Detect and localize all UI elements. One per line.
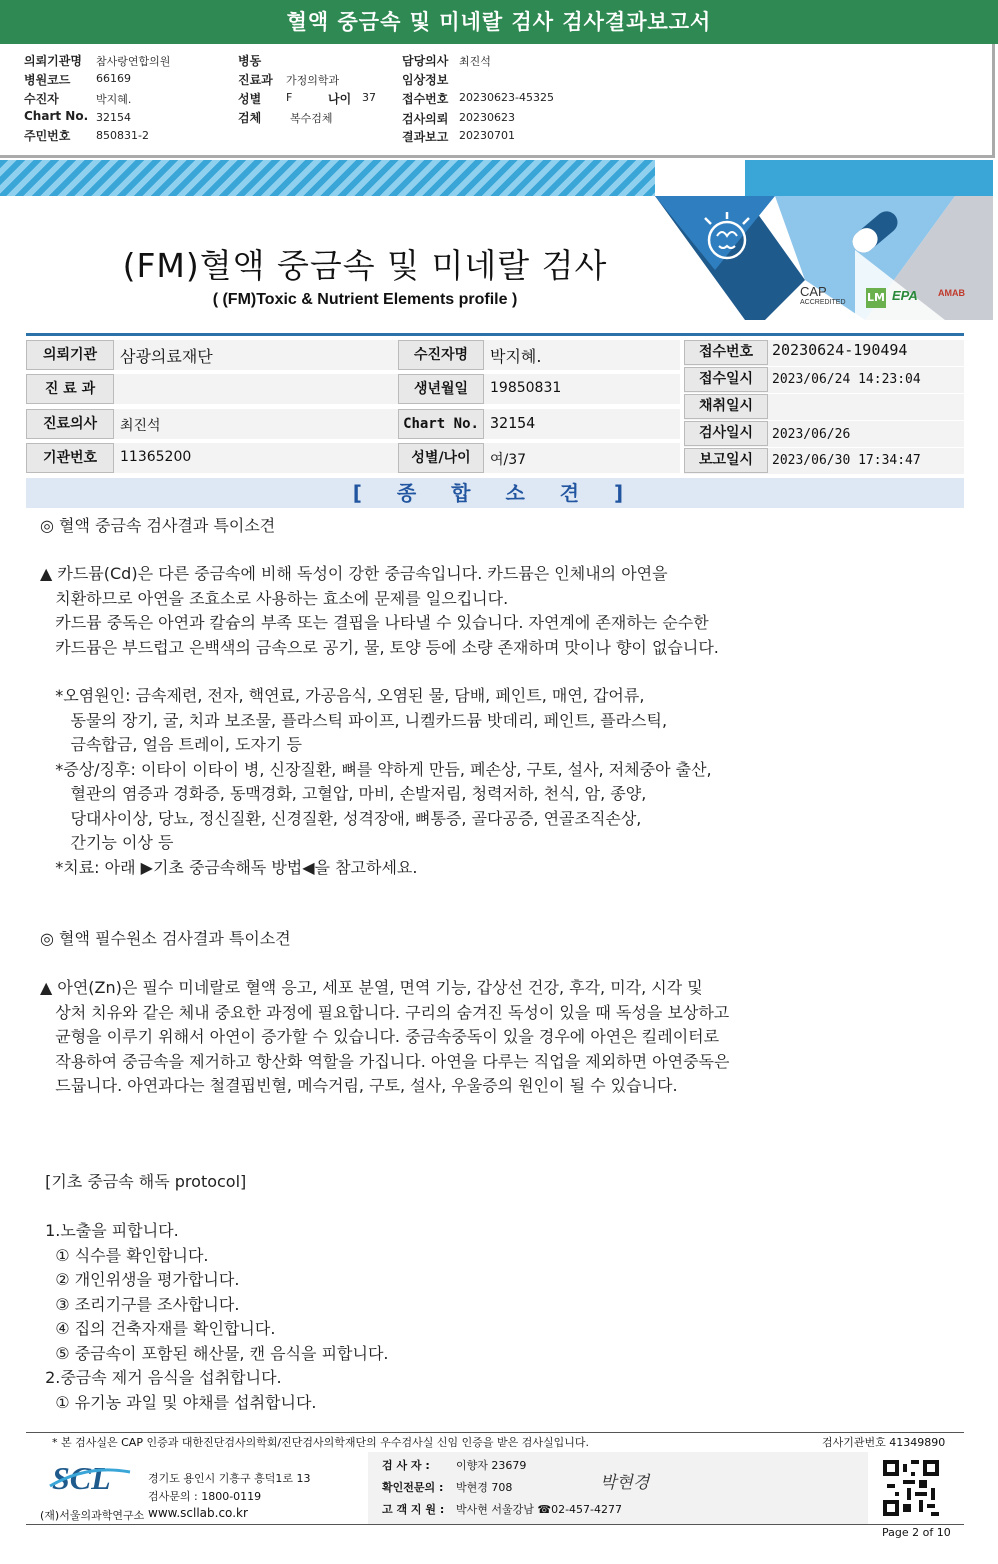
cap-logo [800, 284, 846, 306]
specialist-value: 박현경 708 [456, 1481, 513, 1494]
cadmium-paragraph: ▲ 카드뮴(Cd)은 다른 중금속에 비해 독성이 강한 중금속입니다. 카드뮴은 인체내의 아연을 치환하므로 아연을 조효소로 사용하는 효소에 문제를 일으킵니다. 카드뮴 중독은 아연과 칼슘의 부족 또는 결핍을 나타낼 수 있습니다. 자연계에 존재하는 순수한 카드뮴은 부드럽고 은백색의 금속으로 공기, 물, 토양 등에 소량 존재하며 맛이나 향이 없습니다. [40, 564, 719, 657]
header-value: 20230623 [459, 111, 515, 124]
section-title-essential-elements: ◎ 혈액 필수원소 검사결과 특이소견 [40, 929, 291, 948]
receipt-dt-label: 접수일시 [684, 367, 768, 392]
info-row [26, 374, 680, 404]
protocol-title: [기초 중금속 해독 protocol] [40, 1172, 247, 1191]
header-label: 주민번호 [24, 129, 71, 143]
scl-name: (재)서울의과학연구소 [40, 1509, 145, 1522]
header-label: 성별 [238, 92, 262, 106]
header-value: 66169 [96, 72, 131, 85]
header-value: F [286, 91, 293, 104]
scl-logo-swoosh-icon [48, 1464, 132, 1494]
specialist-label: 확인전문의 : [382, 1481, 444, 1494]
header-value: 박지혜. [96, 93, 132, 106]
header-value: 복수검체 [290, 112, 333, 125]
examiner-value: 이향자 23679 [456, 1459, 527, 1472]
header-value: 가정의학과 [286, 74, 340, 87]
report-dt-value: 2023/06/30 17:34:47 [772, 453, 921, 468]
header-value: 32154 [96, 111, 131, 124]
receipt-no-label: 접수번호 [684, 340, 768, 365]
report-title: 혈액 중금속 및 미네랄 검사 검사결과보고서 [0, 0, 998, 44]
header-value: 20230623-45325 [459, 91, 554, 104]
header-label: 검사의뢰 [402, 112, 449, 126]
examiner-label: 검 사 자 : [382, 1459, 430, 1472]
header-label: 검체 [238, 111, 262, 125]
footer-divider [26, 1432, 964, 1433]
epa-logo: EPA [892, 288, 918, 303]
header-box [0, 44, 995, 158]
requester-label: 의뢰기관 [26, 340, 114, 370]
collect-dt-label: 채취일시 [684, 394, 768, 419]
info-divider [26, 333, 964, 336]
age-label: 나이 [328, 92, 352, 106]
lm-logo-icon: LM [866, 288, 886, 308]
dept-label: 진 료 과 [26, 374, 114, 404]
qr-code-icon [883, 1460, 939, 1516]
report-dt-label: 보고일시 [684, 448, 768, 473]
test-dt-value: 2023/06/26 [772, 427, 851, 442]
patient-value: 박지혜. [490, 347, 542, 366]
header-value: 최진석 [459, 55, 491, 68]
zinc-paragraph: ▲ 아연(Zn)은 필수 미네랄로 혈액 응고, 세포 분열, 면역 기능, 갑상선 건강, 후각, 미각, 시각 및 상처 치유와 같은 체내 중요한 과정에 필요합니다. 구리의 숨겨진 독성이 있을 때 독성을 보상하고 균형을 이루기 위해서 아연이 증가할 수 있습니다. 중금속중독이 있을 경우에 아연은 킬레이터로 작용하여 중금속을 제거하고 항산화 역할을 가집니다. 아연을 다루는 직업을 제외하면 아연중독은 드뭅니다. 아연과다는 철결핍빈혈, 메슥거림, 구토, 설사, 우울증의 원인이 될 수 있습니다. [40, 978, 730, 1095]
doctor-value: 최진석 [120, 418, 161, 434]
dob-label: 생년월일 [398, 374, 484, 404]
receipt-dt-value: 2023/06/24 14:23:04 [772, 372, 921, 387]
patient-label: 수진자명 [398, 340, 484, 370]
header-label: 담당의사 [402, 54, 449, 68]
page-number: Page 2 of 10 [882, 1526, 951, 1539]
header-label: 의뢰기관명 [24, 54, 82, 68]
support-value: 박사현 서울강남 ☎02-457-4277 [456, 1503, 623, 1516]
org-no-value: 11365200 [120, 449, 192, 465]
page-title: (FM)혈액 중금속 및 미네랄 검사 [122, 246, 608, 285]
chart-no-label: Chart No. [398, 409, 484, 439]
support-label: 고 객 지 원 : [382, 1503, 445, 1516]
header-value: 850831-2 [96, 129, 149, 142]
age-value: 37 [362, 91, 376, 104]
protocol-list: 1.노출을 피합니다. ① 식수를 확인합니다. ② 개인위생을 평가합니다. ③ 조리기구를 조사합니다. ④ 집의 건축자재를 확인합니다. ⑤ 중금속이 포함된 해산물, 캔 음식을 피합니다. 2.중금속 제거 음식을 섭취합니다. ① 유기농 과일 및 야채를 섭취합니다. [45, 1221, 389, 1412]
test-dt-label: 검사일시 [684, 421, 768, 446]
summary-header: [ 종 합 소 견 ] [26, 478, 964, 508]
website-link[interactable]: www.scllab.co.kr [148, 1506, 248, 1520]
header-label: 임상정보 [402, 73, 449, 87]
header-label: 병원코드 [24, 73, 71, 87]
cadmium-details: *오염원인: 금속제련, 전자, 핵연료, 가공음식, 오염된 물, 담배, 페인트, 매연, 갑어류, 동물의 장기, 굴, 치과 보조물, 플라스틱 파이프, 니켈카드뮴 밧데리, 페인트, 플라스틱, 금속합금, 얼음 트레이, 도자기 등 *증상/징후: 이타이 이타이 병, 신장질환, 뼈를 약하게 만듬, 폐손상, 구토, 설사, 저체중아 출산, 혈관의 염증과 경화증, 동맥경화, 고혈압, 마비, 손발저림, 청력저하, 천식, 암, 종양, 당대사이상, 당뇨, 정신질환, 신경질환, 성격장애, 뼈통증, 골다공증, 연골조직손상, 간기능 이상 등 *치료: 아래 ▶기초 중금속해독 방법◀을 참고하세요. [55, 686, 712, 877]
header-value: 20230701 [459, 129, 515, 142]
doctor-label: 진료의사 [26, 409, 114, 439]
receipt-no-value: 20230624-190494 [772, 341, 908, 359]
header-label: Chart No. [24, 109, 89, 123]
inquiry-phone: 검사문의 : 1800-0119 [148, 1490, 262, 1503]
dob-value: 19850831 [490, 380, 562, 396]
certification-note: * 본 검사실은 CAP 인증과 대한진단검사의학회/진단검사의학재단의 우수검사실 신임 인증을 받은 검사실입니다. [52, 1436, 590, 1449]
sex-age-value: 여/37 [490, 452, 527, 468]
header-value: 참사랑연합의원 [96, 55, 171, 68]
requester-value: 삼광의료재단 [120, 347, 213, 366]
org-no-label: 기관번호 [26, 443, 114, 473]
header-label: 결과보고 [402, 130, 449, 144]
sex-age-label: 성별/나이 [398, 443, 484, 473]
header-label: 병동 [238, 54, 262, 68]
cap-logo-text: CAP [800, 284, 827, 299]
amab-logo: AMAB [938, 288, 965, 298]
header-label: 진료과 [238, 73, 273, 87]
page-subtitle: ( (FM)Toxic & Nutrient Elements profile ) [212, 291, 518, 308]
address: 경기도 용인시 기흥구 흥덕1로 13 [148, 1472, 311, 1485]
header-label: 수진자 [24, 92, 59, 106]
banner-stripes [0, 160, 660, 196]
scl-logo: SCL [52, 1460, 111, 1496]
bottom-divider [26, 1524, 964, 1525]
header-label: 접수번호 [402, 92, 449, 106]
lab-registration-no: 검사기관번호 41349890 [822, 1436, 946, 1449]
specialist-signature: 박현경 [600, 1473, 650, 1493]
section-title-heavy-metals: ◎ 혈액 중금속 검사결과 특이소견 [40, 516, 276, 535]
cap-logo-sub: ACCREDITED [800, 299, 846, 306]
chart-no-value: 32154 [490, 414, 536, 432]
